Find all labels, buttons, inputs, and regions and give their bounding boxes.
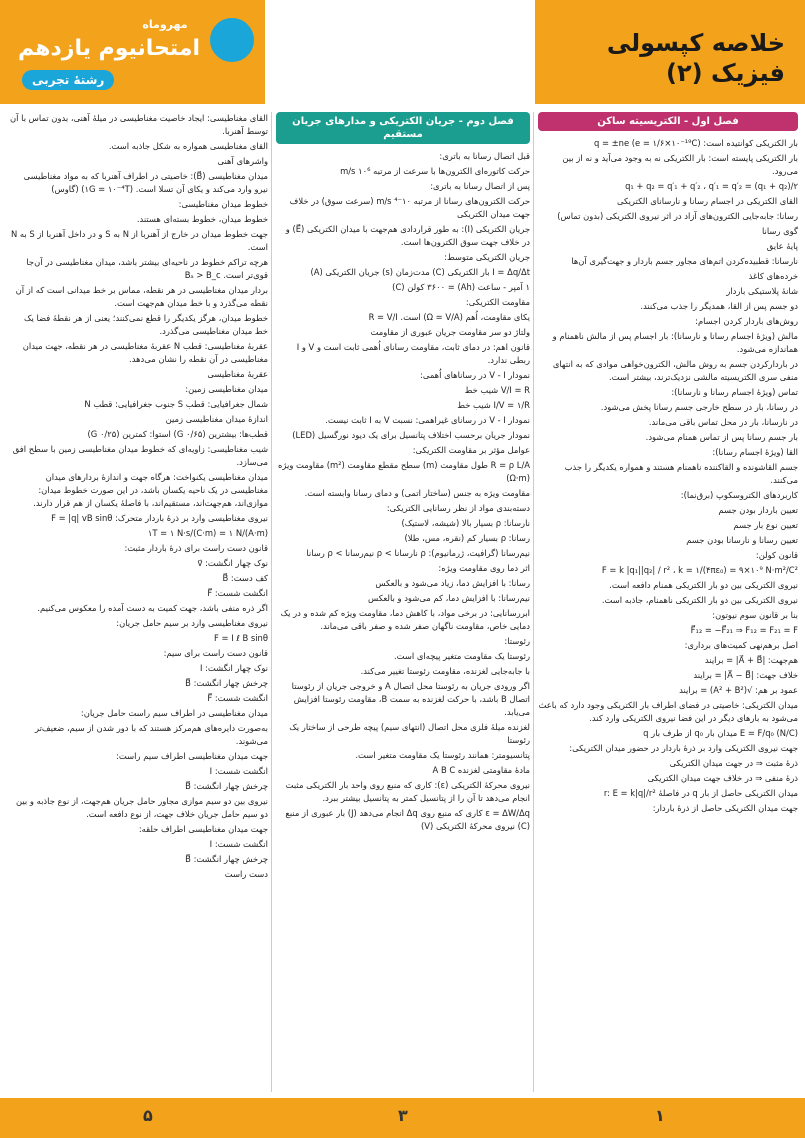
text-line: انگشت شست: F⃗ (207, 693, 268, 703)
text-line: هم‌جهت: |A⃗ + B⃗| = برایند (704, 655, 798, 665)
text-line: رئوستا یک مقاومت متغیر پیچه‌ای است. (393, 651, 530, 661)
text-line: ذرهٔ مثبت ⇒ در جهت میدان الکتریکی (669, 758, 798, 768)
text-line: مقاومت الکتریکی: (465, 297, 530, 307)
text-line: نوک چهار انگشت: v⃗ (197, 558, 268, 568)
text-line: اصل برهم‌نهی کمیت‌های برداری: (684, 640, 798, 650)
text-line: نیم‌رسانا (گرافیت، ژرمانیوم): ρ نارسانا > ρ نیم‌رسانا > ρ رسانا (306, 548, 530, 558)
title-line-1: خلاصه کپسولی (606, 29, 785, 57)
column-chapter-1 (538, 112, 798, 1092)
text-line: اگر ذره منفی باشد، جهت کمیت به دست آمده را معکوس می‌کنیم. (37, 603, 268, 613)
text-line: رسانا: ρ بسیار کم (نقره، مس، طلا) (404, 533, 530, 543)
text-line: جسم القاشونده و القاکننده ناهمنام هستند و همواره یکدیگر را جذب می‌کنند. (564, 462, 798, 485)
text-line: تعیین باردار بودن جسم (718, 505, 798, 515)
text-line: مقاومت ویژه به جنس (ساختار اتمی) و دمای رسانا وابسته است. (304, 488, 530, 498)
text-line: میدان الکتریکی: خاصیتی در فضای اطراف بار الکتریکی وجود دارد که باعث می‌شود به بارهای دیگر در این فضا نیروی الکتریکی وارد کند. (538, 700, 798, 723)
exam-title: امتحانیوم یازدهم (18, 36, 201, 61)
text-line: به‌صورت دایره‌های هم‌مرکز هستند که با دور شدن از سیم، ضعیف‌تر می‌شوند. (34, 723, 268, 746)
text-line: V/I = R شیب خط (464, 385, 530, 395)
publisher-logo-icon (210, 18, 254, 62)
text-line: R = ρ L/A طول مقاومت (m) سطح مقطع مقاومت (m²) مقاومت ویژه (Ω·m) (278, 460, 530, 483)
text-line: چرخش چهار انگشت: B⃗ (185, 678, 268, 688)
page-number-left: ۵ (143, 1106, 153, 1125)
text-line: نمودار جریان برحسب اختلاف پتانسیل برای یک دیود نورگسیل (LED) (292, 430, 530, 440)
text-line: قانون کولن: (755, 550, 798, 560)
text-line: لغزنده میلهٔ فلزی محل اتصال (انتهای سیم) پیچه طرحی از ساختار یک رئوستا (289, 722, 530, 745)
text-line: خطوط میدان مغناطیسی: (178, 199, 268, 209)
section-title-electrostatics: فصل اول - الکتریسیته ساکن (538, 112, 798, 131)
text-line: اندازهٔ میدان مغناطیسی زمین (165, 414, 268, 424)
text-line: تماس (ویژهٔ اجسام رسانا و نارسانا): (671, 387, 798, 397)
text-line: مالش (ویژهٔ اجسام رسانا و نارسانا): بار اجسام پس از مالش ناهمنام و هماندازه می‌شود. (552, 331, 798, 354)
text-line: انگشت شست: I (209, 839, 268, 849)
text-line: دو جسم پس از القا، همدیگر را جذب می‌کنند. (640, 301, 798, 311)
text-line: جهت نیروی الکتریکی وارد بر ذرهٔ باردار در حضور میدان الکتریکی: (569, 743, 798, 753)
text-line: ذرهٔ منفی ⇒ در خلاف جهت میدان الکتریکی (647, 773, 798, 783)
text-line: میدان مغناطیسی (B⃗): خاصیتی در اطراف آهنربا که به مواد مغناطیسی نیرو وارد می‌کند و یکای آن تسلا است. (۱G = ۱۰⁻⁴T) (گاوس) (23, 171, 268, 194)
text-line: القا (ویژهٔ اجسام رسانا): (712, 447, 798, 457)
text-line: پتانسیومتر: همانند رئوستا یک مقاومت متغیر است. (355, 750, 530, 760)
text-line: F = I ℓ B sinθ (214, 633, 268, 643)
text-line: قبل اتصال رسانا به باتری: (439, 151, 530, 161)
text-line: عوامل مؤثر بر مقاومت الکتریکی: (412, 445, 530, 455)
magnetism-content (10, 112, 268, 881)
text-line: نیروی بین دو سیم موازی مجاور حامل جریان هم‌جهت، از نوع جاذبه و بین دو سیم حامل جریان خلاف جهت، از نوع دافعه است. (15, 796, 268, 819)
text-line: نیروی الکتریکی بین دو بار الکتریکی ناهمنام، جاذبه است. (601, 595, 798, 605)
text-line: جهت میدان مغناطیسی اطراف سیم راست: (116, 751, 268, 761)
text-line: اثر دما روی مقاومت ویژه: (438, 563, 530, 573)
text-line: رئوستا: (504, 636, 530, 646)
chapter-1-content (538, 137, 798, 815)
text-line: نیروی مغناطیسی وارد بر ذرهٔ باردار متحرک: F = |q| vB sinθ (51, 513, 268, 523)
text-line: القای الکتریکی در اجسام رسانا و نارسانای الکتریکی (617, 196, 798, 206)
text-line: جهت میدان مغناطیسی اطراف حلقه: (138, 824, 268, 834)
text-line: جریان الکتریکی متوسط: (444, 252, 530, 262)
text-line: حرکت کاتوره‌ای الکترون‌ها با سرعت از مرتبه ۱۰⁶ m/s (340, 166, 530, 176)
text-line: کف دست: B⃗ (222, 573, 268, 583)
chapter-2-content (276, 150, 530, 833)
column-chapter-2 (276, 112, 530, 1092)
text-line: حرکت الکترون‌های رسانا از مرتبه ۱۰⁻⁴ m/s (سرعت سوق) در خلاف جهت میدان الکتریکی (289, 196, 530, 219)
text-line: القای مغناطیسی: ایجاد خاصیت مغناطیسی در میلهٔ آهنی، بدون تماس با آن توسط آهنربا. (10, 113, 268, 136)
text-line: F = k |q₁||q₂| / r² ، k = ۱/(۴πε₀) = ۹×۱۰⁹ N·m²/C² (601, 565, 798, 575)
text-line: چرخش چهار انگشت: B⃗ (185, 854, 268, 864)
text-line: یکای مقاومت، اُهم (Ω = V/A) است. R = V/I (368, 312, 530, 322)
text-line: بردار میدان مغناطیسی در هر نقطه، مماس بر خط میدانی است که از آن نقطه می‌گذرد و با خط میدان هم‌جهت است. (15, 285, 268, 308)
text-line: میدان الکتریکی حاصل از بار q در فاصلهٔ r: E = k|q|/r² (603, 788, 798, 798)
text-line: نیروی مغناطیسی وارد بر سیم حامل جریان: (116, 618, 268, 628)
text-line: چرخش چهار انگشت: B⃗ (185, 781, 268, 791)
text-line: نمودار V - I در رساناهای اُهمی: (420, 370, 530, 380)
text-line: نارسانا: قطبیده‌کردن اتم‌های مجاور جسم باردار و جهت‌گیری آن‌ها (571, 256, 798, 266)
text-line: انگشت شست: F⃗ (207, 588, 268, 598)
text-line: q₁ + q₂ = q′₁ + q′₂ ، q′₁ = q′₂ = (q₁ + q₂)/۲ (625, 181, 798, 191)
text-line: القای مغناطیسی همواره به شکل جاذبه است. (108, 141, 268, 151)
text-line: عقربهٔ مغناطیسی (207, 369, 268, 379)
text-line: ولتاژ دو سر مقاومت جریان عبوری از مقاومت (370, 327, 530, 337)
text-line: نمودار V - I در رسانای غیراهمی: نسبت V به I ثابت نیست. (325, 415, 530, 425)
text-line: بار جسم رسانا پس از تماس همنام می‌شود. (645, 432, 798, 442)
text-line: نیروی محرکهٔ الکتریکی (ε): کاری که منبع روی واحد بار الکتریکی مثبت انجام می‌دهد تا آن را از پتانسیل کمتر به پتانسیل بیشتر ببرد. (285, 780, 530, 803)
text-line: عقربهٔ مغناطیسی: قطب N عقربهٔ مغناطیسی در هر نقطه، جهت میدان مغناطیسی در آن نقطه را نشان می‌دهد. (22, 341, 268, 364)
text-line: ۱T = ۱ N·s/(C·m) = ۱ N/(A·m) (147, 528, 268, 538)
text-line: انگشت شست: I (209, 766, 268, 776)
text-line: مادهٔ مقاومتی لغزنده A B C (432, 765, 530, 775)
text-line: خرده‌های کاغذ (748, 271, 798, 281)
text-line: بار الکتریکی کوانتیده است: q = ±ne (e = ۱/۶×۱۰⁻¹⁹C) (593, 138, 798, 148)
text-line: قانون دست راست برای ذرهٔ باردار مثبت: (124, 543, 268, 553)
text-line: F⃗₁₂ = −F⃗₂₁ ⇒ F₁₂ = F₂₁ = F (690, 625, 798, 635)
text-line: ۱ آمپر - ساعت (Ah) = ۳۶۰۰ کولن (C) (392, 282, 530, 292)
text-line: کاربردهای الکتروسکوپ (برق‌نما): (680, 490, 798, 500)
text-line: نوک چهار انگشت: I (199, 663, 268, 673)
text-line: شانهٔ پلاستیکی باردار (726, 286, 798, 296)
text-line: خطوط میدان، خطوط بسته‌ای هستند. (136, 214, 268, 224)
column-divider (271, 112, 272, 1092)
text-line: پس از اتصال رسانا به باتری: (430, 181, 530, 191)
text-line: خلاف جهت: |A⃗ − B⃗| = برایند (693, 670, 798, 680)
text-line: روش‌های باردار کردن اجسام: (695, 316, 798, 326)
text-line: دست راست (224, 869, 268, 879)
text-line: بنا بر قانون سوم نیوتون: (712, 610, 798, 620)
text-line: در رسانا، بار در سطح خارجی جسم رسانا پخش می‌شود. (600, 402, 798, 412)
text-line: میدان مغناطیسی در اطراف سیم راست حامل جریان: (80, 708, 268, 718)
text-line: رسانا: جابه‌جایی الکترون‌های آزاد در اثر نیروی الکتریکی (بدون تماس) (557, 211, 798, 221)
text-line: میدان مغناطیسی یکنواخت: هرگاه جهت و اندازهٔ بردارهای میدان مغناطیسی در یک ناحیه یکسان باشد، در این صورت خطوط میدان: موازی‌اند، هم‌جهت‌اند، مستقیم‌اند، با فاصلهٔ یکسان از هم قرار دارند. (33, 472, 268, 508)
text-line: تعیین رسانا و نارسانا بودن جسم (686, 535, 798, 545)
text-line: در نارسانا، بار در محل تماس باقی می‌ماند. (648, 417, 798, 427)
text-line: جهت خطوط میدان در خارج از آهنربا از N به S و در داخل آهنربا از S به N است. (10, 229, 268, 252)
exam-subtitle: رشتهٔ تجربی (22, 70, 114, 90)
text-line: ابررسانایی: در برخی مواد، با کاهش دما، مقاومت ویژه کم شده و در یک دمایی خاص، مقاومت ناگهان صفر شده و صفر باقی می‌ماند. (280, 608, 530, 631)
text-line: قطب‌ها: بیشترین (۰/۶۵ G) استوا: کمترین (۰/۲۵ G) (87, 429, 268, 439)
text-line: قانون دست راست برای سیم: (163, 648, 268, 658)
text-line: I/V = ۱/R شیب خط (457, 400, 530, 410)
page-number-right: ۱ (655, 1106, 665, 1125)
text-line: میدان مغناطیسی زمین: (185, 384, 268, 394)
title-line-2: فیزیک (۲) (666, 59, 785, 87)
text-line: خطوط میدان، هرگز یکدیگر را قطع نمی‌کنند؛ یعنی از هر نقطهٔ فضا یک خط میدان مغناطیسی می‌گذرد. (23, 313, 268, 336)
header-middle (265, 0, 535, 104)
page-number-middle: ۳ (398, 1106, 408, 1125)
text-line: I = Δq/Δt بار الکتریکی (C) مدت‌زمان (s) جریان الکتریکی (A) (310, 267, 530, 277)
text-line: نیم‌رسانا: با افزایش دما، کم می‌شود و بالعکس (368, 593, 530, 603)
text-line: بار الکتریکی پایسته است: بار الکتریکی نه به وجود می‌آید و نه از بین می‌رود. (562, 153, 798, 176)
text-line: نارسانا: ρ بسیار بالا (شیشه، لاستیک) (401, 518, 530, 528)
text-line: با جابه‌جایی لغزنده، مقاومت رئوستا تغییر می‌کند. (360, 666, 530, 676)
text-line: اگر ورودی جریان به رئوستا محل اتصال A و خروجی جریان از رئوستا اتصال B باشد، با حرکت لغزنده به سمت B، مقاومت رئوستا افزایش می‌یابد. (291, 681, 530, 717)
text-line: گوی رسانا (761, 226, 798, 236)
page-title (607, 28, 785, 88)
text-line: شیب مغناطیسی: زاویه‌ای که خطوط میدان مغناطیسی زمین با سطح افق می‌سازد. (12, 444, 268, 467)
text-line: E = F/q₀ (N/C) میدان بار q₀ از طرف بار q (643, 728, 798, 738)
text-line: جهت میدان الکتریکی حاصل از ذرهٔ باردار: (652, 803, 798, 813)
text-line: ε = ΔW/Δq کاری که منبع روی Δq انجام می‌دهد (J) بار عبوری از منبع (C) نیروی محرکهٔ الکتریکی (V) (285, 808, 530, 831)
text-line: تعیین نوع بار جسم (733, 520, 798, 530)
text-line: قانون اهم: در دمای ثابت، مقاومت رسانای اُهمی ثابت است و V و I ربطی ندارد. (296, 342, 530, 365)
section-title-current: فصل دوم - جریان الکتریکی و مدارهای جریان مستقیم (276, 112, 530, 144)
text-line: رسانا: با افزایش دما، زیاد می‌شود و بالعکس (375, 578, 530, 588)
text-line: جریان الکتریکی (I): به طور قراردادی هم‌جهت با میدان الکتریکی (E⃗) و در خلاف جهت سوق الکترون‌ها است. (285, 224, 530, 247)
text-line: نیروی الکتریکی بین دو بار الکتریکی همنام دافعه است. (609, 580, 798, 590)
column-magnetism (10, 112, 268, 1092)
text-line: در باردارکردن جسم به روش مالش، الکترون‌خواهی موادی که به انتهای منفی سری الکتریسیته مالشی نزدیک‌ترند، بیشتر است. (552, 359, 798, 382)
text-line: واشرهای آهنی (217, 156, 268, 166)
brand-name: مهروماه (142, 18, 188, 31)
text-line: پایهٔ عایق (766, 241, 798, 251)
text-line: دسته‌بندی مواد از نظر رسانایی الکتریکی: (386, 503, 530, 513)
text-line: شمال جغرافیایی: قطب S جنوب جغرافیایی: قطب N (84, 399, 268, 409)
text-line: عمود بر هم: √(A² + B²) = برایند (679, 685, 798, 695)
text-line: هرچه تراکم خطوط در ناحیه‌ای بیشتر باشد، میدان مغناطیسی در آن‌جا قوی‌تر است. Bₐ > B_c (26, 257, 268, 280)
column-divider (533, 112, 534, 1092)
